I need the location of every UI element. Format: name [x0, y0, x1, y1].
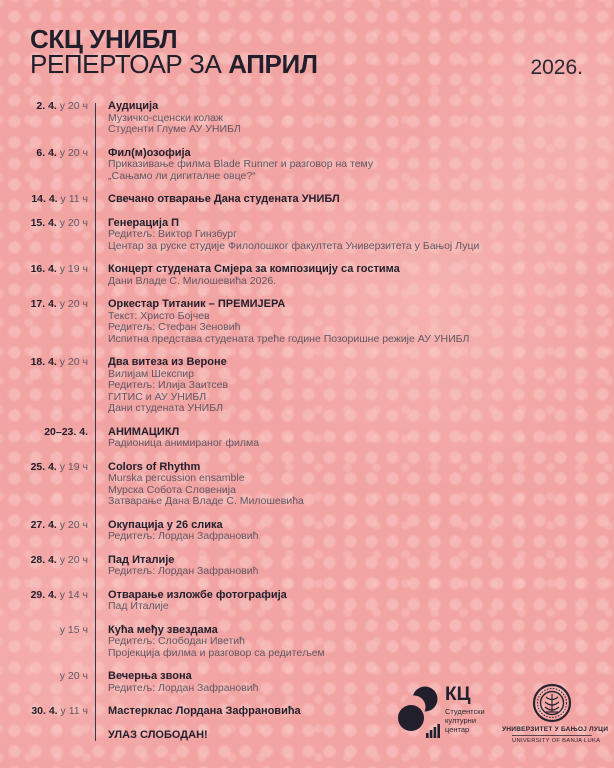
event-when: [30, 706, 88, 718]
event-date: 6. 4.: [36, 146, 57, 159]
skc-caption-line1: Студентски: [445, 707, 485, 716]
event-body: [108, 730, 208, 742]
event-title: Отварање изложбе фотографија: [108, 588, 287, 601]
event-when: [30, 555, 88, 578]
event-time: у 20 ч: [59, 298, 88, 310]
event-row: [30, 427, 584, 450]
event-row: [30, 555, 584, 578]
event-when: [30, 357, 88, 415]
event-detail: Мурска Собота Словенија: [108, 483, 236, 496]
event-body: [108, 357, 228, 415]
event-row: [30, 520, 584, 543]
event-time: у 11 ч: [60, 705, 88, 717]
university-logo: [502, 683, 609, 744]
events-divider: [95, 103, 96, 741]
kc-logo-mark-icon: [398, 686, 440, 739]
event-title: АНИМАЦИКЛ: [108, 425, 180, 438]
event-detail: Пад Италије: [108, 600, 169, 612]
event-row: [30, 706, 584, 718]
event-date: 28. 4.: [30, 553, 57, 566]
event-title: Кућа међу звездама: [108, 623, 218, 636]
event-title: Мастерклас Лордана Зафрановића: [108, 705, 301, 717]
event-time: у 11 ч: [60, 193, 88, 205]
event-body: [108, 148, 373, 183]
event-row: [30, 264, 584, 287]
event-body: [108, 706, 301, 718]
event-row: [30, 671, 584, 694]
event-title: Свечано отварање Дана студената УНИБЛ: [108, 193, 340, 205]
event-time: у 15 ч: [59, 623, 88, 636]
title-line2-bold: АПРИЛ: [228, 49, 318, 79]
event-title: Пад Италије: [108, 553, 175, 566]
skc-logo-text: [445, 686, 485, 734]
event-title: Концерт студената Смјера за композицију са гостима: [108, 263, 400, 275]
title-line2-regular: РЕПЕРТОАР ЗА: [30, 49, 229, 79]
event-detail: Пројекција филма и разговор са редитељем: [108, 646, 325, 659]
event-date: 17. 4.: [30, 298, 57, 310]
event-detail: Испитна представа студената треће године Позоришне режије АУ УНИБЛ: [108, 332, 470, 345]
event-date: 20–23. 4.: [44, 425, 88, 438]
event-detail: Murska percussion ensamble: [108, 472, 245, 484]
event-when: [30, 101, 88, 136]
event-title: Фил(м)озофија: [108, 146, 191, 159]
event-detail: Редитељ: Лордан Зафрановић: [108, 530, 259, 542]
event-row: [30, 299, 584, 345]
event-date: 27. 4.: [30, 518, 57, 531]
event-detail: Редитељ: Стефан Зеновић: [108, 321, 241, 333]
event-detail: Вилијам Шекспир: [108, 367, 194, 380]
event-detail: Редитељ: Лордан Зафрановић: [108, 565, 259, 577]
skc-caption: [445, 707, 485, 734]
event-title: Два витеза из Вероне: [108, 356, 227, 368]
event-row: [30, 101, 584, 136]
event-title: Аудиција: [108, 100, 159, 112]
event-when: [30, 194, 88, 206]
event-date: 14. 4.: [31, 193, 58, 205]
event-detail: Музичко-сценски колаж: [108, 111, 224, 124]
event-time: у 20 ч: [59, 518, 88, 531]
event-row: [30, 625, 584, 660]
event-body: [108, 299, 469, 345]
event-detail: Радионица анимираног филма: [108, 437, 260, 449]
event-detail: ГИТИС и АУ УНИБЛ: [108, 390, 207, 403]
event-row: [30, 730, 584, 742]
event-title: Оркестар Титаник – ПРЕМИЈЕРА: [108, 298, 286, 310]
title-line2: [30, 49, 318, 79]
event-body: [108, 101, 241, 136]
event-time: у 20 ч: [59, 146, 88, 159]
event-time: у 20 ч: [59, 553, 88, 566]
event-time: у 19 ч: [59, 263, 88, 275]
event-date: 25. 4.: [30, 460, 57, 473]
events-list: [30, 101, 584, 753]
event-body: [108, 555, 258, 578]
year-label: 2026.: [530, 56, 583, 79]
event-time: у 19 ч: [59, 460, 88, 473]
event-body: [108, 520, 258, 543]
event-detail: Редитељ: Илија Заитсев: [108, 379, 229, 391]
event-detail: Приказивање филма Blade Runner и разговор на тему: [108, 158, 374, 170]
event-row: [30, 218, 584, 253]
page-title: [30, 24, 318, 79]
event-body: [108, 671, 258, 694]
event-date: 29. 4.: [30, 588, 57, 601]
event-when: [30, 671, 88, 694]
event-date: 16. 4.: [30, 263, 57, 275]
event-detail: Дани студената УНИБЛ: [108, 402, 224, 414]
event-when: [30, 299, 88, 345]
event-detail: Затварање Дана Владе С. Милошевића: [108, 495, 304, 507]
university-name-cyrillic: УНИВЕРЗИТЕТ У БАЊОЈ ЛУЦИ: [502, 726, 609, 733]
event-detail: Редитељ: Лордан Зафрановић: [108, 681, 259, 694]
event-time: у 20 ч: [59, 670, 88, 682]
event-body: [108, 264, 400, 287]
event-when: [30, 590, 88, 613]
event-body: [108, 218, 479, 253]
event-detail: Студенти Глуме АУ УНИБЛ: [108, 123, 241, 135]
event-row: [30, 148, 584, 183]
event-body: [108, 194, 340, 206]
title-line1: СКЦ УНИБЛ: [30, 24, 178, 54]
event-row: [30, 357, 584, 415]
skc-caption-line3: центар: [445, 725, 470, 734]
event-time: у 14 ч: [59, 588, 88, 601]
event-time: у 20 ч: [59, 356, 88, 368]
event-title: Colors of Rhythm: [108, 460, 201, 473]
skc-abbr: КЦ: [445, 684, 471, 705]
event-when: [30, 520, 88, 543]
event-title: Генерација П: [108, 216, 180, 229]
event-title: Вечерња звона: [108, 670, 192, 682]
university-name-english: UNIVERSITY OF BANJA LUKA: [512, 735, 592, 744]
event-title: УЛАЗ СЛОБОДАН!: [108, 728, 208, 741]
event-detail: Редитељ: Слободан Иветић: [108, 635, 246, 647]
skc-logo: [398, 686, 485, 739]
event-body: [108, 427, 259, 450]
event-detail: Текст: Христо Бојчев: [108, 309, 210, 322]
event-when: [30, 462, 88, 508]
event-body: [108, 625, 325, 660]
event-time: у 20 ч: [59, 100, 88, 112]
event-row: [30, 590, 584, 613]
event-date: 15. 4.: [30, 216, 57, 229]
event-time: у 20 ч: [59, 216, 88, 229]
event-date: 18. 4.: [30, 356, 57, 368]
event-detail: Дани Владе С. Милошевића 2026.: [108, 274, 277, 287]
event-detail: „Сањамо ли дигиталне овце?“: [108, 169, 256, 182]
university-seal-icon: [532, 683, 572, 723]
skc-caption-line2: културни: [445, 716, 477, 725]
event-when: [30, 427, 88, 450]
event-title: Окупација у 26 слика: [108, 518, 223, 531]
event-date: 30. 4.: [31, 705, 58, 717]
event-body: [108, 462, 304, 508]
event-when: [30, 148, 88, 183]
event-when: [30, 625, 88, 660]
event-when: [30, 730, 88, 742]
event-detail: Редитељ: Виктор Гинзбург: [108, 228, 237, 240]
event-when: [30, 218, 88, 253]
event-detail: Центар за руске студије Филолошког факултета Универзитета у Бањој Луци: [108, 239, 480, 252]
event-row: [30, 194, 584, 206]
event-when: [30, 264, 88, 287]
event-row: [30, 462, 584, 508]
event-date: 2. 4.: [36, 100, 57, 112]
event-body: [108, 590, 287, 613]
